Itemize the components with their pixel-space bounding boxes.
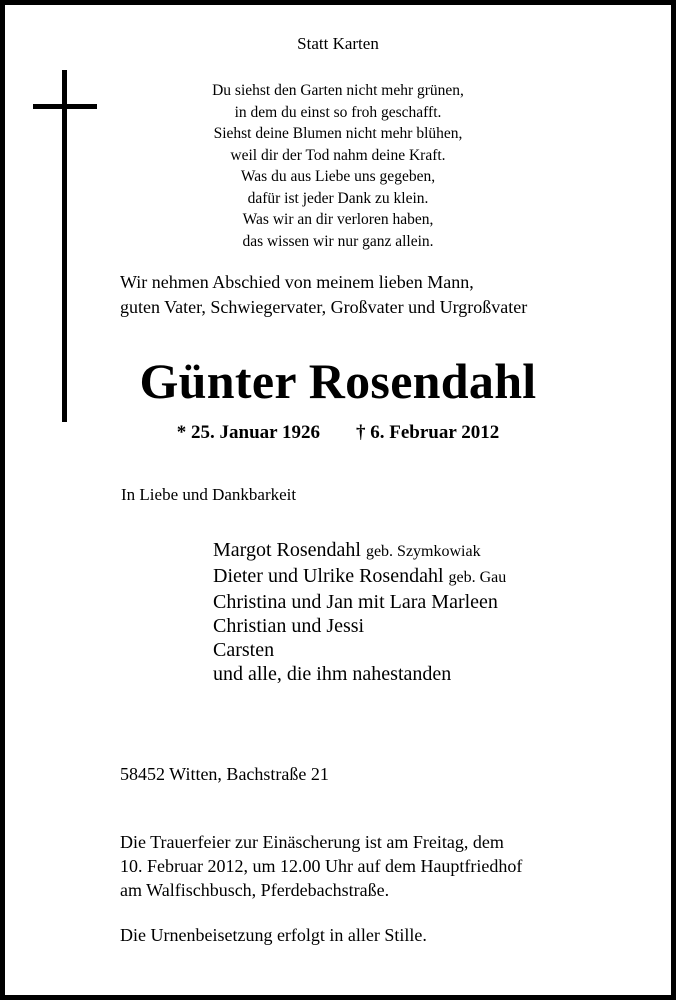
header-statt-karten: Statt Karten: [297, 34, 379, 53]
family-member: Carsten: [213, 639, 275, 661]
poem-line: Was du aus Liebe uns gegeben,: [240, 168, 436, 185]
family-member: Christina und Jan mit Lara Marleen: [213, 591, 498, 613]
family-list: [213, 538, 506, 686]
family-member: und alle, die ihm nahestanden: [213, 663, 452, 685]
life-dates: [0, 422, 676, 444]
intro-text: [120, 270, 527, 320]
poem-line: Siehst deine Blumen nicht mehr blühen,: [213, 125, 463, 142]
family-member: Christian und Jessi: [213, 615, 365, 637]
poem-line: dafür ist jeder Dank zu klein.: [247, 189, 429, 207]
address: 58452 Witten, Bachstraße 21: [120, 764, 329, 784]
intro-line: guten Vater, Schwiegervater, Großvater und Urgroßvater: [120, 297, 528, 317]
urn-note: Die Urnenbeisetzung erfolgt in aller Stille.: [120, 925, 427, 945]
poem-line: weil dir der Tod nahm deine Kraft.: [230, 146, 446, 164]
family-member: Margot Rosendahl geb. Szymkowiak: [213, 539, 481, 561]
ceremony-info: [120, 830, 522, 902]
family-member: Dieter und Ulrike Rosendahl geb. Gau: [213, 565, 507, 587]
maiden-name-note: geb. Szymkowiak: [365, 543, 481, 560]
poem: [0, 80, 676, 252]
deceased-name: Günter Rosendahl: [139, 353, 537, 409]
poem-line: Du siehst den Garten nicht mehr grünen,: [212, 82, 464, 99]
poem-line: in dem du einst so froh geschafft.: [234, 103, 442, 121]
ceremony-line: 10. Februar 2012, um 12.00 Uhr auf dem Hauptfriedhof: [120, 856, 523, 876]
intro-line: Wir nehmen Abschied von meinem lieben Mann,: [120, 272, 474, 292]
ceremony-line: am Walfischbusch, Pferdebachstraße.: [120, 880, 390, 900]
ceremony-line: Die Trauerfeier zur Einäscherung ist am Freitag, dem: [120, 832, 504, 852]
love-line: In Liebe und Dankbarkeit: [121, 485, 297, 504]
birth-date: * 25. Januar 1926: [176, 422, 321, 443]
poem-line: Was wir an dir verloren haben,: [242, 211, 434, 228]
maiden-name-note: geb. Gau: [448, 569, 507, 586]
death-date: † 6. Februar 2012: [356, 422, 500, 443]
poem-line: das wissen wir nur ganz allein.: [242, 232, 434, 250]
